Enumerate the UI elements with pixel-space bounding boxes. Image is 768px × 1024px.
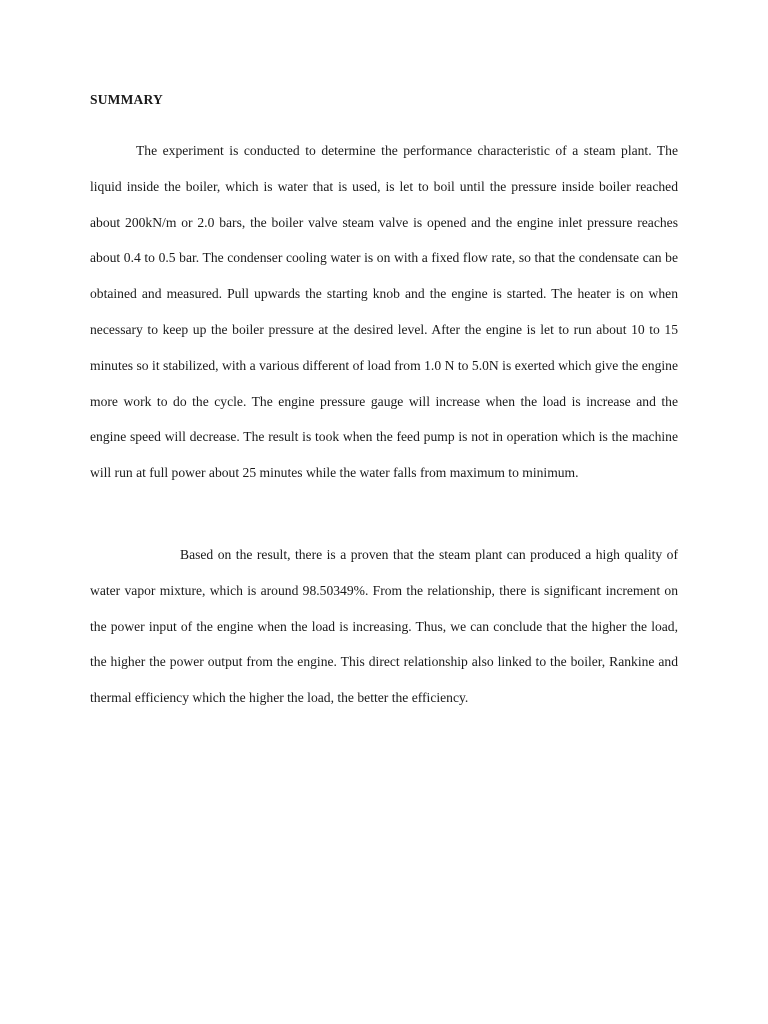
summary-paragraph-1: The experiment is conducted to determine the performance characteristic of a steam plant. The liquid inside the boiler, which is water that is used, is let to boil until the pressure inside boiler reached about 200kN/m or 2.0 bars, the boiler valve steam valve is opened and the engine inlet pressure reaches about 0.4 to 0.5 bar. The condenser cooling water is on with a fixed flow rate, so that the condensate can be obtained and measured. Pull upwards the starting knob and the engine is started. The heater is on when necessary to keep up the boiler pressure at the desired level. After the engine is let to run about 10 to 15 minutes so it stabilized, with a various different of load from 1.0 N to 5.0N is exerted which give the engine more work to do the cycle. The engine pressure gauge will increase when the load is increase and the engine speed will decrease. The result is took when the feed pump is not in operation which is the machine will run at full power about 25 minutes while the water falls from maximum to minimum. [90, 143, 678, 481]
summary-paragraph-2: Based on the result, there is a proven that the steam plant can produced a high quality of water vapor mixture, which is around 98.50349%. From the relationship, there is significant increment on the power input of the engine when the load is increasing. Thus, we can conclude that the higher the load, the higher the power output from the engine. This direct relationship also linked to the boiler, Rankine and thermal efficiency which the higher the load, the better the efficiency. [90, 547, 678, 706]
section-heading: SUMMARY [90, 92, 163, 107]
